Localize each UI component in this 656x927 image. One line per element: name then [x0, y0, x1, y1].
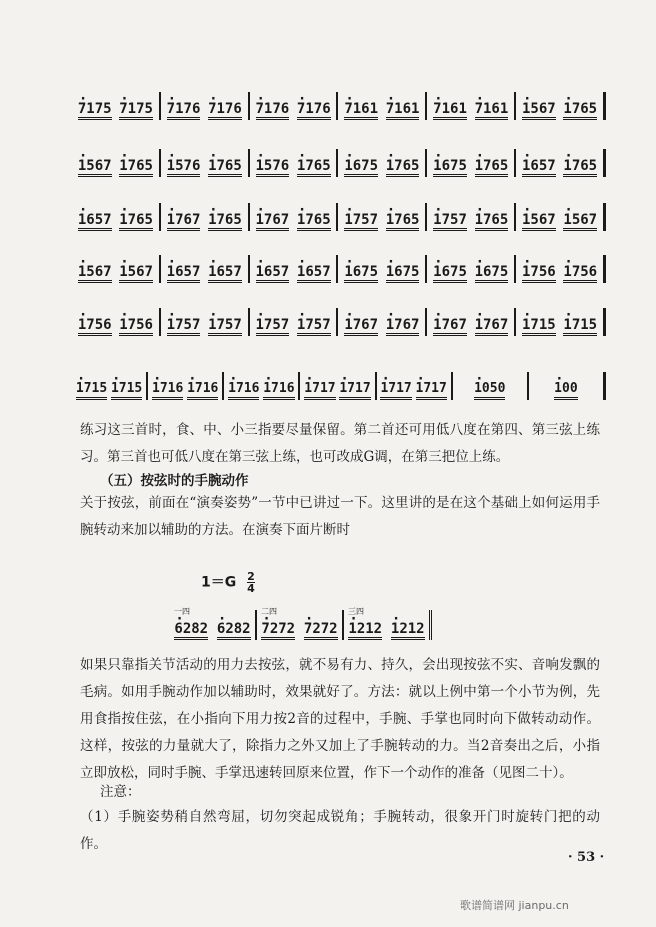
measure	[516, 203, 606, 231]
beat: · 1765	[297, 213, 331, 231]
beat: · 7176	[297, 102, 331, 120]
measure	[377, 372, 453, 400]
watermark: 歌谱简谱网 jianpu.cn	[460, 899, 569, 912]
beat: · 1765	[208, 213, 242, 231]
beat: · 1757	[344, 213, 378, 231]
beat: · 1765	[475, 213, 509, 231]
time-denominator: 4	[247, 582, 255, 595]
key-signature	[201, 571, 255, 594]
beat: · 1657	[208, 265, 242, 283]
beat: · 100	[554, 382, 577, 400]
beat: · 1717	[416, 382, 447, 400]
measure	[161, 203, 250, 231]
beat: · 1657	[167, 265, 201, 283]
measure	[161, 149, 250, 177]
measure	[427, 308, 516, 336]
beat: · 1765	[119, 213, 153, 231]
notation-row	[72, 249, 606, 283]
beat: · 1567	[522, 102, 556, 120]
beat: · 1212	[391, 622, 425, 640]
paragraph-intro: 关于按弦，前面在“演奏姿势”一节中已讲过一下。这里讲的是在这个基础上如何运用手腕转动来加以辅助的方法。在演奏下面片断时	[80, 495, 600, 538]
beat: · 1765	[119, 159, 153, 177]
measure	[224, 372, 300, 400]
measure	[250, 308, 339, 336]
beat: · 1757	[208, 318, 242, 336]
measure	[529, 372, 606, 400]
beat: · 1716	[228, 382, 259, 400]
beat: · 1212	[348, 622, 382, 640]
beat: · 1756	[563, 265, 597, 283]
beat: · 1715	[76, 382, 107, 400]
measure	[338, 149, 427, 177]
beat: · 1657	[297, 265, 331, 283]
beat: · 1757	[433, 213, 467, 231]
beat: · 1767	[167, 213, 201, 231]
notation-row	[72, 302, 606, 336]
beat: · 7176	[208, 102, 242, 120]
beat: · 1716	[152, 382, 183, 400]
measure	[300, 372, 376, 400]
example-measure	[170, 607, 257, 640]
beat: · 1715	[522, 318, 556, 336]
beat: · 1675	[475, 265, 509, 283]
measure	[148, 372, 224, 400]
paragraph-practice: 练习这三首时，食、中、小三指要尽量保留。第二首还可用低八度在第四、第三弦上练习。第三首也可低八度在第三弦上练，也可改成G调，在第三把位上练。	[80, 422, 600, 465]
measure	[453, 372, 529, 400]
measure	[427, 92, 516, 120]
beat: · 1657	[256, 265, 290, 283]
measure	[250, 203, 339, 231]
measure	[161, 308, 250, 336]
measure	[338, 203, 427, 231]
beat: · 1567	[119, 265, 153, 283]
beat: · 1765	[386, 213, 420, 231]
fingering-mark: 三四	[348, 607, 364, 616]
beat: · 1050	[474, 382, 505, 400]
beat: · 1756	[522, 265, 556, 283]
beat: · 1576	[167, 159, 201, 177]
measure	[72, 92, 161, 120]
note-label: 注意：	[100, 784, 141, 800]
measure	[250, 255, 339, 283]
beat: · 1756	[119, 318, 153, 336]
section-heading: （五）按弦时的手腕动作	[100, 473, 249, 489]
beat: · 1567	[78, 159, 112, 177]
notation-row	[72, 143, 606, 177]
key-label: 1＝G	[201, 574, 237, 591]
measure	[250, 92, 339, 120]
beat: · 1757	[167, 318, 201, 336]
measure	[72, 255, 161, 283]
measure	[516, 308, 606, 336]
beat: · 7161	[386, 102, 420, 120]
beat: · 7272	[261, 622, 295, 640]
beat: · 1756	[78, 318, 112, 336]
example-measure	[344, 607, 432, 640]
beat: · 7161	[344, 102, 378, 120]
notation-row	[72, 86, 606, 120]
beat: · 7176	[167, 102, 201, 120]
beat: · 6282	[174, 622, 208, 640]
time-signature	[247, 571, 255, 594]
measure	[250, 149, 339, 177]
beat: · 7272	[304, 622, 338, 640]
beat: · 1767	[386, 318, 420, 336]
paragraph-method: 如果只靠指关节活动的用力去按弦，就不易有力、持久，会出现按弦不实、音响发飘的毛病。如用手腕动作加以辅助时，效果就好了。方法：就以上例中第一个小节为例，先用食指按住弦，在小指向下用力按2音的过程中，手腕、手掌也同时向下做转动动作。这样，按弦的力量就大了，除指力之外又加上了手腕转动的力。当2音奏出之后，小指立即放松，同时手腕、手掌迅速转回原来位置，作下一个动作的准备（见图二十）。	[80, 657, 600, 781]
beat: · 1567	[522, 213, 556, 231]
beat: · 1765	[475, 159, 509, 177]
note-item-1: （1）手腕姿势稍自然弯屈，切勿突起成锐角；手腕转动，很象开门时旋转门把的动作。	[80, 809, 600, 852]
beat: · 6282	[217, 622, 251, 640]
beat: · 1675	[344, 265, 378, 283]
beat: · 1757	[297, 318, 331, 336]
beat: · 1767	[256, 213, 290, 231]
beat: · 1576	[256, 159, 290, 177]
beat: · 1767	[475, 318, 509, 336]
notation-row	[72, 366, 606, 400]
beat: · 1765	[208, 159, 242, 177]
measure	[72, 372, 148, 400]
measure	[338, 92, 427, 120]
beat: · 7175	[78, 102, 112, 120]
page-number: · 53 ·	[568, 850, 605, 865]
measure	[516, 149, 606, 177]
measure	[72, 203, 161, 231]
beat: · 1716	[263, 382, 294, 400]
fingering-mark: 一四	[174, 607, 190, 616]
notation-row	[72, 197, 606, 231]
measure	[161, 255, 250, 283]
beat: · 1765	[297, 159, 331, 177]
measure	[516, 92, 606, 120]
beat: · 1567	[78, 265, 112, 283]
beat: · 1657	[522, 159, 556, 177]
fingering-mark: 二四	[261, 607, 277, 616]
beat: · 1716	[187, 382, 218, 400]
beat: · 1567	[563, 213, 597, 231]
beat: · 1767	[433, 318, 467, 336]
beat: · 1675	[386, 265, 420, 283]
measure	[427, 203, 516, 231]
measure	[427, 149, 516, 177]
beat: · 1767	[344, 318, 378, 336]
beat: · 7176	[256, 102, 290, 120]
time-numerator: 2	[247, 570, 255, 583]
beat: · 1717	[304, 382, 335, 400]
beat: · 1757	[256, 318, 290, 336]
measure	[161, 92, 250, 120]
beat: · 1765	[386, 159, 420, 177]
measure	[72, 308, 161, 336]
measure	[338, 308, 427, 336]
beat: · 1765	[563, 159, 597, 177]
measure	[338, 255, 427, 283]
beat: · 1715	[111, 382, 142, 400]
beat: · 7175	[119, 102, 153, 120]
beat: · 1675	[433, 159, 467, 177]
beat: · 1717	[380, 382, 411, 400]
beat: · 1675	[433, 265, 467, 283]
beat: · 1657	[78, 213, 112, 231]
beat: · 7161	[433, 102, 467, 120]
beat: · 1717	[339, 382, 370, 400]
beat: · 7161	[475, 102, 509, 120]
measure	[516, 255, 606, 283]
measure	[72, 149, 161, 177]
example-measure	[257, 607, 344, 640]
measure	[427, 255, 516, 283]
beat: · 1765	[563, 102, 597, 120]
music-example	[170, 607, 432, 640]
beat: · 1675	[344, 159, 378, 177]
beat: · 1715	[563, 318, 597, 336]
